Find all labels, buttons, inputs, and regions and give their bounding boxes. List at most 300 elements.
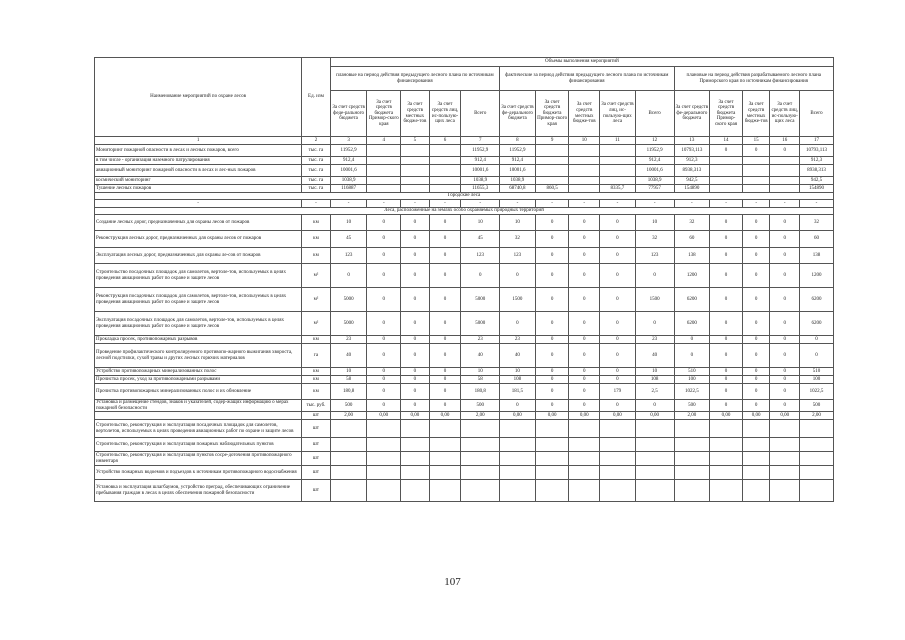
- row-value: 0: [367, 215, 401, 231]
- row-value: 0: [770, 215, 800, 231]
- row-value: [710, 466, 743, 480]
- row-value: [367, 177, 401, 185]
- row-value: [674, 438, 710, 452]
- row-unit: км: [302, 215, 331, 231]
- row-value: 23: [461, 336, 500, 344]
- row-value: 0: [770, 248, 800, 264]
- row-value: [635, 452, 674, 466]
- row-value: [770, 157, 800, 165]
- row-value: 6200: [674, 288, 710, 312]
- section-city-forests: Городские леса: [95, 193, 834, 200]
- row-value: 0: [535, 344, 569, 368]
- row-value: 0: [635, 400, 674, 412]
- row-value: [569, 177, 600, 185]
- row-value: 0: [367, 248, 401, 264]
- row-value: [330, 466, 367, 480]
- table-row: [95, 145, 834, 157]
- row-unit: тыс. га: [302, 145, 331, 157]
- row-value: 0,00: [429, 412, 461, 420]
- row-value: 10: [330, 215, 367, 231]
- header-subcol: За счет средств феде-рального бюджета: [330, 91, 367, 137]
- row-value: 0: [535, 248, 569, 264]
- row-value: [742, 438, 770, 452]
- row-value: 77957: [635, 185, 674, 193]
- dash-cell: -: [600, 200, 636, 208]
- row-unit: шт: [302, 420, 331, 438]
- row-value: [535, 452, 569, 466]
- dash-cell: -: [401, 200, 430, 208]
- row-value: [401, 452, 430, 466]
- row-value: 0: [535, 215, 569, 231]
- header-subcol: За счет средств местных бюдже-тов: [569, 91, 600, 137]
- row-value: 0,00: [742, 412, 770, 420]
- row-name: Создание лесных дорог, предназначенных для охраны лесов от пожаров: [95, 215, 302, 231]
- header-group-actual-prev: фактические за период действия предыдущего лесного плана по источникам финансирования: [500, 67, 674, 91]
- row-value: 0: [367, 231, 401, 248]
- dash-cell: -: [95, 200, 302, 208]
- row-value: 154890: [674, 185, 710, 193]
- row-value: [367, 420, 401, 438]
- row-value: 23: [635, 336, 674, 344]
- table-row: [95, 215, 834, 231]
- row-value: 0: [742, 344, 770, 368]
- row-value: 0: [770, 400, 800, 412]
- dash-cell: -: [429, 200, 461, 208]
- row-value: 1038,9: [461, 177, 500, 185]
- row-value: 0,00: [535, 412, 569, 420]
- row-name: Проведение профилактического контролируемого противопо-жарного выжигания хвороста, лесной подстилки, сухой травы и других лесных горючих материалов: [95, 344, 302, 368]
- table-row: [95, 165, 834, 177]
- row-value: [429, 480, 461, 502]
- row-value: [600, 157, 636, 165]
- row-value: 60: [674, 231, 710, 248]
- row-value: 0,00: [500, 412, 536, 420]
- row-unit: шт: [302, 480, 331, 502]
- row-value: 0: [800, 336, 834, 344]
- row-value: [770, 480, 800, 502]
- table-row: [95, 344, 834, 368]
- row-value: 0: [742, 400, 770, 412]
- row-name: Строительство, реконструкция и эксплуатация посадочных площадок для самолетов, вертолетов, используемых в целях проведения авиационных работ по охране и защите лесов: [95, 420, 302, 438]
- forest-protection-table: [94, 57, 834, 502]
- row-value: 60: [800, 231, 834, 248]
- row-value: [742, 480, 770, 502]
- row-value: 0: [401, 264, 430, 288]
- dash-cell: -: [674, 200, 710, 208]
- row-value: 0,00: [635, 412, 674, 420]
- row-value: [569, 157, 600, 165]
- row-value: 11952,9: [461, 145, 500, 157]
- row-value: 10: [500, 368, 536, 376]
- row-value: 0: [569, 248, 600, 264]
- row-unit: га: [302, 344, 331, 368]
- row-name: авиационный мониторинг пожарной опасности в лесах и лес-ных пожаров: [95, 165, 302, 177]
- row-value: 181,5: [500, 384, 536, 400]
- row-unit: шт: [302, 452, 331, 466]
- column-number: 13: [674, 137, 710, 145]
- row-value: 0: [429, 248, 461, 264]
- row-value: 2,00: [674, 412, 710, 420]
- row-value: 0: [401, 215, 430, 231]
- row-value: 0: [569, 312, 600, 336]
- row-name: Эксплуатация посадочных площадок для самолетов, вертоле-тов, используемых в целях проведения авиационных работ по охране и защите лесов: [95, 312, 302, 336]
- row-value: [429, 420, 461, 438]
- row-value: 0: [742, 376, 770, 384]
- dash-cell: -: [535, 200, 569, 208]
- table-row: [95, 185, 834, 193]
- header-subcol: За счет средств бюджета Примор-ского края: [710, 91, 743, 137]
- row-name: Прокладка просек, противопожарных разрывов: [95, 336, 302, 344]
- row-value: [600, 452, 636, 466]
- row-value: [569, 438, 600, 452]
- row-unit: шт: [302, 412, 331, 420]
- row-value: [401, 157, 430, 165]
- row-value: 0: [535, 336, 569, 344]
- row-value: 0: [600, 215, 636, 231]
- row-value: [401, 177, 430, 185]
- row-value: [367, 452, 401, 466]
- table-row: [95, 452, 834, 466]
- column-number: 6: [429, 137, 461, 145]
- row-value: 2,00: [461, 412, 500, 420]
- row-value: 0: [710, 145, 743, 157]
- dash-cell: -: [569, 200, 600, 208]
- row-unit: м²: [302, 288, 331, 312]
- row-value: 0: [535, 400, 569, 412]
- row-value: 8938,313: [674, 165, 710, 177]
- table-row: [95, 412, 834, 420]
- row-value: 0: [770, 384, 800, 400]
- row-value: [429, 185, 461, 193]
- row-value: 0: [401, 344, 430, 368]
- column-number: 2: [302, 137, 331, 145]
- row-value: 912,4: [500, 157, 536, 165]
- row-value: 10001,6: [461, 165, 500, 177]
- row-value: 0: [710, 400, 743, 412]
- dash-cell: -: [800, 200, 834, 208]
- row-value: 0: [535, 376, 569, 384]
- row-value: [742, 157, 770, 165]
- row-value: [600, 438, 636, 452]
- row-value: [742, 177, 770, 185]
- row-name: космический мониторинг: [95, 177, 302, 185]
- row-value: 0: [429, 288, 461, 312]
- row-value: [800, 438, 834, 452]
- row-value: 45: [461, 231, 500, 248]
- row-value: [742, 420, 770, 438]
- dash-cell: -: [635, 200, 674, 208]
- row-value: [770, 438, 800, 452]
- row-value: 0: [401, 384, 430, 400]
- row-value: [535, 466, 569, 480]
- dash-cell: -: [500, 200, 536, 208]
- row-value: [674, 420, 710, 438]
- row-value: 0: [600, 368, 636, 376]
- row-value: 0: [569, 288, 600, 312]
- column-number: 10: [569, 137, 600, 145]
- row-value: [742, 466, 770, 480]
- row-value: 0: [401, 248, 430, 264]
- header-subcol: За счет средств фе-дерального бюджета: [674, 91, 710, 137]
- row-value: 100: [800, 376, 834, 384]
- row-value: 0: [742, 215, 770, 231]
- row-value: 510: [800, 368, 834, 376]
- row-value: [569, 185, 600, 193]
- row-value: 0: [535, 312, 569, 336]
- row-value: 0,00: [710, 412, 743, 420]
- row-value: 0: [569, 344, 600, 368]
- row-value: 123: [330, 248, 367, 264]
- row-value: [800, 452, 834, 466]
- row-value: [367, 157, 401, 165]
- row-value: [569, 420, 600, 438]
- header-subcol: За счет средств бюджета Примор-ского края: [367, 91, 401, 137]
- row-value: 0: [674, 344, 710, 368]
- row-name: Строительство, реконструкция и эксплуатация пунктов сосре-доточения противопожарного инвентаря: [95, 452, 302, 466]
- row-value: [535, 480, 569, 502]
- row-value: [401, 438, 430, 452]
- header-volumes: Объемы выполнения мероприятий: [330, 58, 833, 67]
- row-value: 0,00: [367, 412, 401, 420]
- row-value: [429, 438, 461, 452]
- row-name: Установка и размещение стендов, знаков и указателей, содер-жащих информацию о мерах пожарной безопасности: [95, 400, 302, 412]
- row-value: [770, 466, 800, 480]
- row-value: 0: [569, 376, 600, 384]
- row-value: 123: [635, 248, 674, 264]
- row-value: 0: [367, 384, 401, 400]
- row-value: [429, 452, 461, 466]
- row-value: [742, 165, 770, 177]
- header-unit-col: Ед. изм: [302, 58, 331, 137]
- column-number: 11: [600, 137, 636, 145]
- header-group-planned-new: плановые на период действия разрабатываемого лесного плана Приморского края по источникам финансирования: [674, 67, 833, 91]
- row-value: [429, 157, 461, 165]
- row-value: [367, 438, 401, 452]
- row-value: 11952,9: [635, 145, 674, 157]
- row-value: 0: [429, 336, 461, 344]
- row-value: [500, 452, 536, 466]
- row-value: [742, 185, 770, 193]
- row-value: 40: [500, 344, 536, 368]
- row-value: [367, 480, 401, 502]
- row-value: 10: [461, 368, 500, 376]
- header-subcol: За счет средств местных бюдже-тов: [401, 91, 430, 137]
- row-value: [710, 177, 743, 185]
- row-value: [401, 165, 430, 177]
- row-value: 1038,9: [330, 177, 367, 185]
- row-value: [367, 185, 401, 193]
- row-value: [367, 466, 401, 480]
- row-value: 0: [429, 231, 461, 248]
- row-value: 0: [367, 368, 401, 376]
- row-value: 0: [710, 264, 743, 288]
- row-value: 10793,113: [800, 145, 834, 157]
- row-value: [401, 480, 430, 502]
- row-value: 5000: [330, 312, 367, 336]
- row-value: 912,4: [461, 157, 500, 165]
- row-value: 0: [710, 336, 743, 344]
- column-number: 4: [367, 137, 401, 145]
- row-value: 10001,6: [635, 165, 674, 177]
- row-value: 10: [330, 368, 367, 376]
- row-value: 0: [600, 336, 636, 344]
- row-value: 0: [710, 312, 743, 336]
- row-value: 0: [367, 288, 401, 312]
- row-value: 0: [742, 231, 770, 248]
- header-subcol: За счет средств местных бюдже-тов: [742, 91, 770, 137]
- row-name: Устройство пожарных водоемов и подъездов к источникам противопожарного водоснабжения: [95, 466, 302, 480]
- row-value: 0: [535, 288, 569, 312]
- row-value: 5000: [461, 288, 500, 312]
- column-number: 15: [742, 137, 770, 145]
- row-value: 500: [674, 400, 710, 412]
- row-value: [710, 420, 743, 438]
- row-value: [461, 438, 500, 452]
- row-value: 0: [600, 231, 636, 248]
- row-value: 0,00: [569, 412, 600, 420]
- row-value: 0: [429, 312, 461, 336]
- row-value: [800, 480, 834, 502]
- row-value: 68740,8: [500, 185, 536, 193]
- row-value: [569, 145, 600, 157]
- row-value: [674, 466, 710, 480]
- row-value: 10: [635, 215, 674, 231]
- row-value: 40: [635, 344, 674, 368]
- row-value: [800, 420, 834, 438]
- row-value: [367, 145, 401, 157]
- row-value: 0: [367, 400, 401, 412]
- row-value: 0: [770, 344, 800, 368]
- column-number: 17: [800, 137, 834, 145]
- row-value: 1038,9: [500, 177, 536, 185]
- row-value: 0: [600, 264, 636, 288]
- row-unit: тыс. га: [302, 185, 331, 193]
- row-value: 0: [401, 400, 430, 412]
- row-value: 180,8: [461, 384, 500, 400]
- table-row: [95, 466, 834, 480]
- row-value: 1022,5: [800, 384, 834, 400]
- row-value: 500: [330, 400, 367, 412]
- row-value: [635, 420, 674, 438]
- row-value: 0: [367, 336, 401, 344]
- row-value: 0: [770, 288, 800, 312]
- row-name: Эксплуатация лесных дорог, предназначенных для охраны ле-сов от пожаров: [95, 248, 302, 264]
- row-value: 11952,9: [330, 145, 367, 157]
- row-unit: км: [302, 231, 331, 248]
- row-unit: км: [302, 336, 331, 344]
- row-value: 0: [535, 231, 569, 248]
- row-value: 32: [800, 215, 834, 231]
- row-value: 0: [770, 312, 800, 336]
- row-value: 0: [569, 264, 600, 288]
- header-subcol: За счет средств бюджета Примор-ского края: [535, 91, 569, 137]
- row-value: 0: [429, 384, 461, 400]
- row-value: 1022,5: [674, 384, 710, 400]
- column-numbers-row: [95, 137, 834, 145]
- row-value: 0: [635, 264, 674, 288]
- row-value: 0: [600, 344, 636, 368]
- row-unit: тыс. га: [302, 177, 331, 185]
- row-value: 0: [500, 264, 536, 288]
- row-value: 0: [635, 312, 674, 336]
- row-value: [600, 145, 636, 157]
- row-value: 0: [500, 312, 536, 336]
- row-value: 0: [429, 215, 461, 231]
- column-number: 9: [535, 137, 569, 145]
- row-value: [600, 480, 636, 502]
- section-protected-areas: Леса, расположенные на землях особо охраняемых природных территорий: [95, 208, 834, 215]
- page-number: 107: [444, 576, 461, 588]
- row-value: 179: [600, 384, 636, 400]
- header-subcol: За счет средств лиц, ис-пользую-щих леса: [429, 91, 461, 137]
- row-value: [710, 185, 743, 193]
- row-value: 500: [800, 400, 834, 412]
- row-name: Мониторинг пожарной опасности в лесах и лесных пожаров, всего: [95, 145, 302, 157]
- row-value: 0: [330, 264, 367, 288]
- row-unit: км: [302, 376, 331, 384]
- row-value: 100: [674, 376, 710, 384]
- row-value: 0: [742, 248, 770, 264]
- dash-row: [95, 200, 834, 208]
- row-value: 0: [800, 344, 834, 368]
- table-row: [95, 264, 834, 288]
- row-value: 0: [600, 400, 636, 412]
- row-value: 0: [401, 336, 430, 344]
- row-value: 8335,7: [600, 185, 636, 193]
- dash-cell: -: [461, 200, 500, 208]
- row-name: Реконструкция лесных дорог, предназначенных для охраны лесов от пожаров: [95, 231, 302, 248]
- dash-cell: -: [770, 200, 800, 208]
- row-value: 6200: [674, 312, 710, 336]
- row-value: [500, 438, 536, 452]
- row-value: 912,3: [674, 157, 710, 165]
- row-value: 0: [770, 231, 800, 248]
- table-row: [95, 438, 834, 452]
- table-row: [95, 368, 834, 376]
- table-row: [95, 336, 834, 344]
- row-value: 0: [710, 215, 743, 231]
- row-value: 0: [600, 248, 636, 264]
- row-value: 8938,313: [800, 165, 834, 177]
- row-value: 0: [535, 384, 569, 400]
- header-subcol: За счет средств лиц, ис-пользую-щих леса: [770, 91, 800, 137]
- row-value: 0: [770, 376, 800, 384]
- row-value: 0: [429, 344, 461, 368]
- row-name: Реконструкция посадочных площадок для самолетов, вертоле-тов, используемых в целях проведения авиационных работ по охране и защите лесов: [95, 288, 302, 312]
- row-value: 0: [770, 368, 800, 376]
- row-value: 0: [429, 368, 461, 376]
- row-value: 1038,9: [635, 177, 674, 185]
- row-value: [500, 466, 536, 480]
- row-value: 0: [367, 264, 401, 288]
- table-row: [95, 248, 834, 264]
- row-value: 0: [367, 312, 401, 336]
- row-value: [635, 438, 674, 452]
- row-value: 10001,6: [500, 165, 536, 177]
- row-name: Прочистка противопожарных минерализованных полос и их обновление: [95, 384, 302, 400]
- row-value: 32: [635, 231, 674, 248]
- row-value: 58: [461, 376, 500, 384]
- row-name: Прочистка просек, уход за противопожарными разрывами: [95, 376, 302, 384]
- row-value: 510: [674, 368, 710, 376]
- row-value: 23: [500, 336, 536, 344]
- table-row: [95, 312, 834, 336]
- row-unit: км: [302, 368, 331, 376]
- dash-cell: -: [742, 200, 770, 208]
- row-unit: км: [302, 384, 331, 400]
- row-unit: км: [302, 248, 331, 264]
- row-value: 1200: [674, 264, 710, 288]
